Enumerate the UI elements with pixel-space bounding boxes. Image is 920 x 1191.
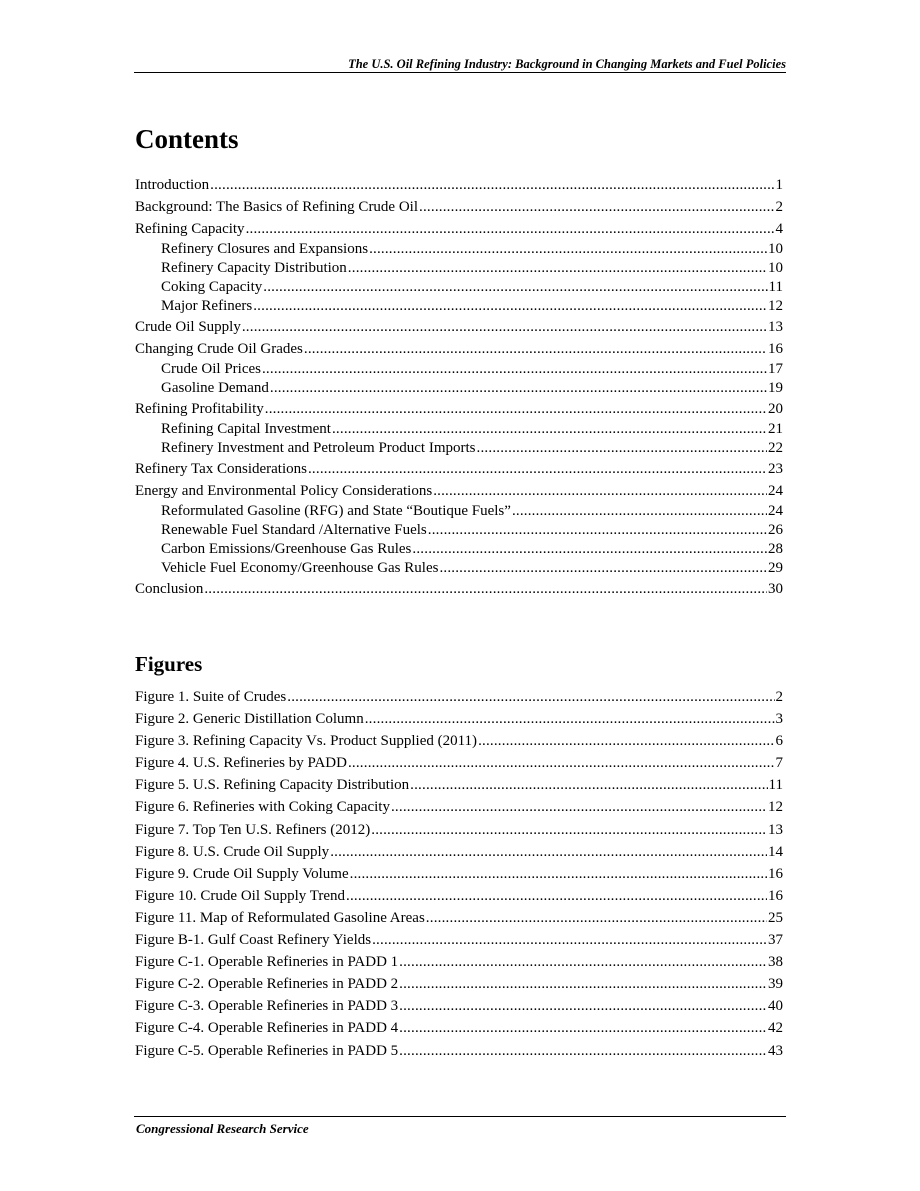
contents-entry[interactable]: [135, 420, 783, 439]
dot-leader: [246, 218, 775, 240]
contents-entry-title: Refinery Investment and Petroleum Product Imports: [161, 440, 476, 456]
footer-divider: [134, 1116, 786, 1117]
dot-leader: [399, 1040, 767, 1062]
dot-leader: [399, 951, 767, 973]
figure-entry-page-number: 3: [775, 711, 783, 728]
figure-entry[interactable]: [135, 1040, 783, 1062]
dot-leader: [391, 796, 767, 818]
figure-entry-title: Figure C-3. Operable Refineries in PADD 3: [135, 998, 399, 1015]
contents-entry[interactable]: [135, 218, 783, 240]
dot-leader: [204, 578, 767, 600]
figure-entry-title: Figure 1. Suite of Crudes: [135, 689, 287, 705]
contents-entry-title: Renewable Fuel Standard /Alternative Fuels: [161, 522, 427, 538]
contents-entry-page-number: 13: [768, 319, 783, 335]
figure-entry-page-number: 6: [775, 733, 783, 750]
contents-entry[interactable]: [135, 502, 783, 521]
dot-leader: [365, 708, 775, 730]
dot-leader: [348, 259, 767, 278]
figure-entry[interactable]: [135, 995, 783, 1017]
contents-entry-title: Major Refiners: [161, 298, 253, 314]
figure-entry-page-number: 12: [768, 799, 783, 816]
contents-entry[interactable]: [135, 196, 783, 218]
figure-entry[interactable]: [135, 841, 783, 863]
contents-entry[interactable]: [135, 316, 783, 338]
contents-entry-title: Refinery Capacity Distribution: [161, 260, 347, 276]
dot-leader: [478, 730, 774, 752]
figure-entry-title: Figure B-1. Gulf Coast Refinery Yields: [135, 932, 372, 949]
contents-entry[interactable]: [135, 458, 783, 480]
dot-leader: [287, 686, 774, 708]
contents-entry-page-number: 21: [768, 421, 783, 437]
dot-leader: [346, 885, 767, 907]
contents-entry-page-number: 16: [768, 341, 783, 357]
figure-entry-title: Figure 9. Crude Oil Supply Volume: [135, 865, 349, 882]
dot-leader: [304, 338, 767, 360]
figure-entry[interactable]: [135, 752, 783, 774]
figure-entry-title: Figure 4. U.S. Refineries by PADD: [135, 755, 347, 772]
dot-leader: [253, 297, 767, 316]
dot-leader: [350, 863, 767, 885]
contents-entry[interactable]: [135, 540, 783, 559]
figure-entry-title: Figure C-4. Operable Refineries in PADD 4: [135, 1020, 399, 1037]
figure-entry-page-number: 13: [768, 821, 783, 838]
dot-leader: [439, 559, 767, 578]
running-header: The U.S. Oil Refining Industry: Background in Changing Markets and Fuel Policies: [348, 57, 786, 71]
figure-entry[interactable]: [135, 929, 783, 951]
figure-entry[interactable]: [135, 973, 783, 995]
figure-entry-page-number: 37: [768, 932, 783, 949]
contents-entry-page-number: 28: [768, 541, 783, 557]
figure-entry-title: Figure 3. Refining Capacity Vs. Product Supplied (2011): [135, 733, 478, 750]
dot-leader: [399, 995, 767, 1017]
dot-leader: [330, 841, 767, 863]
contents-entry-title: Refining Capacity: [135, 221, 245, 237]
figure-entry-page-number: 16: [768, 887, 783, 904]
contents-entry-page-number: 30: [768, 581, 783, 597]
figure-entry-title: Figure 5. U.S. Refining Capacity Distribution: [135, 777, 410, 794]
running-footer: Congressional Research Service: [136, 1121, 309, 1136]
figure-entry-page-number: 14: [768, 843, 783, 860]
contents-entry[interactable]: [135, 480, 783, 502]
figure-entry-page-number: 39: [768, 976, 783, 993]
figure-entry-page-number: 2: [775, 689, 783, 705]
figure-entry[interactable]: [135, 819, 783, 841]
figure-entry-page-number: 25: [768, 909, 783, 926]
dot-leader: [348, 752, 775, 774]
figure-entry[interactable]: [135, 774, 783, 796]
contents-entry-page-number: 26: [768, 522, 783, 538]
contents-entry[interactable]: [135, 578, 783, 600]
figures-list: [135, 686, 783, 1062]
dot-leader: [428, 521, 767, 540]
dot-leader: [270, 379, 767, 398]
figure-entry[interactable]: [135, 730, 783, 752]
figure-entry[interactable]: [135, 686, 783, 708]
contents-entry[interactable]: [135, 379, 783, 398]
dot-leader: [477, 439, 767, 458]
dot-leader: [372, 929, 767, 951]
contents-entry-page-number: 10: [768, 260, 783, 276]
contents-heading: Contents: [135, 124, 239, 154]
contents-entry-title: Refining Capital Investment: [161, 421, 331, 437]
contents-entry-page-number: 2: [775, 199, 783, 215]
figure-entry-page-number: 7: [775, 755, 783, 772]
figure-entry[interactable]: [135, 885, 783, 907]
contents-entry[interactable]: [135, 439, 783, 458]
figure-entry-page-number: 11: [768, 777, 783, 794]
dot-leader: [410, 774, 767, 796]
contents-entry-title: Background: The Basics of Refining Crude Oil: [135, 199, 419, 215]
contents-entry-page-number: 24: [768, 483, 783, 499]
contents-entry[interactable]: [135, 360, 783, 379]
figure-entry-title: Figure 7. Top Ten U.S. Refiners (2012): [135, 821, 371, 838]
dot-leader: [332, 420, 767, 439]
contents-entry-title: Gasoline Demand: [161, 380, 269, 396]
dot-leader: [433, 480, 767, 502]
contents-entry-page-number: 20: [768, 401, 783, 417]
figure-entry-title: Figure 10. Crude Oil Supply Trend: [135, 887, 346, 904]
figure-entry[interactable]: [135, 907, 783, 929]
dot-leader: [512, 502, 767, 521]
figure-entry[interactable]: [135, 1017, 783, 1039]
contents-entry-page-number: 17: [768, 361, 783, 377]
dot-leader: [371, 819, 767, 841]
dot-leader: [426, 907, 767, 929]
contents-entry-page-number: 11: [768, 279, 783, 295]
figure-entry-title: Figure 8. U.S. Crude Oil Supply: [135, 843, 330, 860]
contents-entry-title: Energy and Environmental Policy Considerations: [135, 483, 433, 499]
figure-entry[interactable]: [135, 708, 783, 730]
figure-entry-title: Figure 2. Generic Distillation Column: [135, 711, 364, 728]
contents-entry-title: Refinery Tax Considerations: [135, 461, 307, 477]
contents-entry[interactable]: [135, 398, 783, 420]
contents-entry-title: Refining Profitability: [135, 401, 264, 417]
dot-leader: [412, 540, 767, 559]
figure-entry-page-number: 43: [768, 1042, 783, 1059]
figure-entry[interactable]: [135, 796, 783, 818]
contents-entry[interactable]: [135, 259, 783, 278]
figure-entry[interactable]: [135, 863, 783, 885]
figures-heading: Figures: [135, 652, 203, 676]
dot-leader: [265, 398, 767, 420]
contents-entry[interactable]: [135, 521, 783, 540]
figure-entry[interactable]: [135, 951, 783, 973]
contents-entry-title: Crude Oil Supply: [135, 319, 241, 335]
figure-entry-title: Figure C-2. Operable Refineries in PADD 2: [135, 976, 399, 993]
figure-entry-page-number: 40: [768, 998, 783, 1015]
contents-entry-title: Crude Oil Prices: [161, 361, 261, 377]
dot-leader: [210, 174, 774, 196]
contents-entry-page-number: 24: [768, 503, 783, 519]
contents-entry-page-number: 22: [768, 440, 783, 456]
dot-leader: [399, 973, 767, 995]
figure-entry-page-number: 16: [768, 865, 783, 882]
contents-entry-title: Changing Crude Oil Grades: [135, 341, 303, 357]
figure-entry-page-number: 38: [768, 954, 783, 971]
contents-entry-title: Coking Capacity: [161, 279, 263, 295]
contents-entry[interactable]: [135, 297, 783, 316]
contents-entry-page-number: 23: [768, 461, 783, 477]
contents-entry-title: Refinery Closures and Expansions: [161, 241, 369, 257]
contents-entry-page-number: 29: [768, 560, 783, 576]
contents-entry[interactable]: [135, 338, 783, 360]
contents-entry-title: Carbon Emissions/Greenhouse Gas Rules: [161, 541, 412, 557]
contents-entry-title: Vehicle Fuel Economy/Greenhouse Gas Rules: [161, 560, 439, 576]
dot-leader: [262, 360, 767, 379]
contents-entry[interactable]: [135, 278, 783, 297]
dot-leader: [369, 240, 767, 259]
contents-entry[interactable]: [135, 174, 783, 196]
contents-entry-page-number: 1: [775, 177, 783, 193]
dot-leader: [308, 458, 767, 480]
contents-entry-page-number: 10: [768, 241, 783, 257]
figure-entry-title: Figure 6. Refineries with Coking Capacity: [135, 799, 390, 816]
figure-entry-title: Figure 11. Map of Reformulated Gasoline Areas: [135, 909, 425, 926]
contents-entry[interactable]: [135, 559, 783, 578]
header-divider: [134, 72, 786, 73]
figure-entry-title: Figure C-1. Operable Refineries in PADD 1: [135, 954, 399, 971]
contents-entry-title: Reformulated Gasoline (RFG) and State “Boutique Fuels”: [161, 503, 511, 519]
dot-leader: [419, 196, 774, 218]
figure-entry-page-number: 42: [768, 1020, 783, 1037]
contents-entry-page-number: 4: [775, 221, 783, 237]
contents-entry-title: Introduction: [135, 177, 210, 193]
contents-entry-page-number: 12: [768, 298, 783, 314]
dot-leader: [263, 278, 767, 297]
contents-entry-title: Conclusion: [135, 581, 204, 597]
contents-entry-page-number: 19: [768, 380, 783, 396]
contents-list: [135, 174, 783, 600]
dot-leader: [242, 316, 767, 338]
contents-entry[interactable]: [135, 240, 783, 259]
figure-entry-title: Figure C-5. Operable Refineries in PADD 5: [135, 1042, 399, 1059]
dot-leader: [399, 1017, 767, 1039]
